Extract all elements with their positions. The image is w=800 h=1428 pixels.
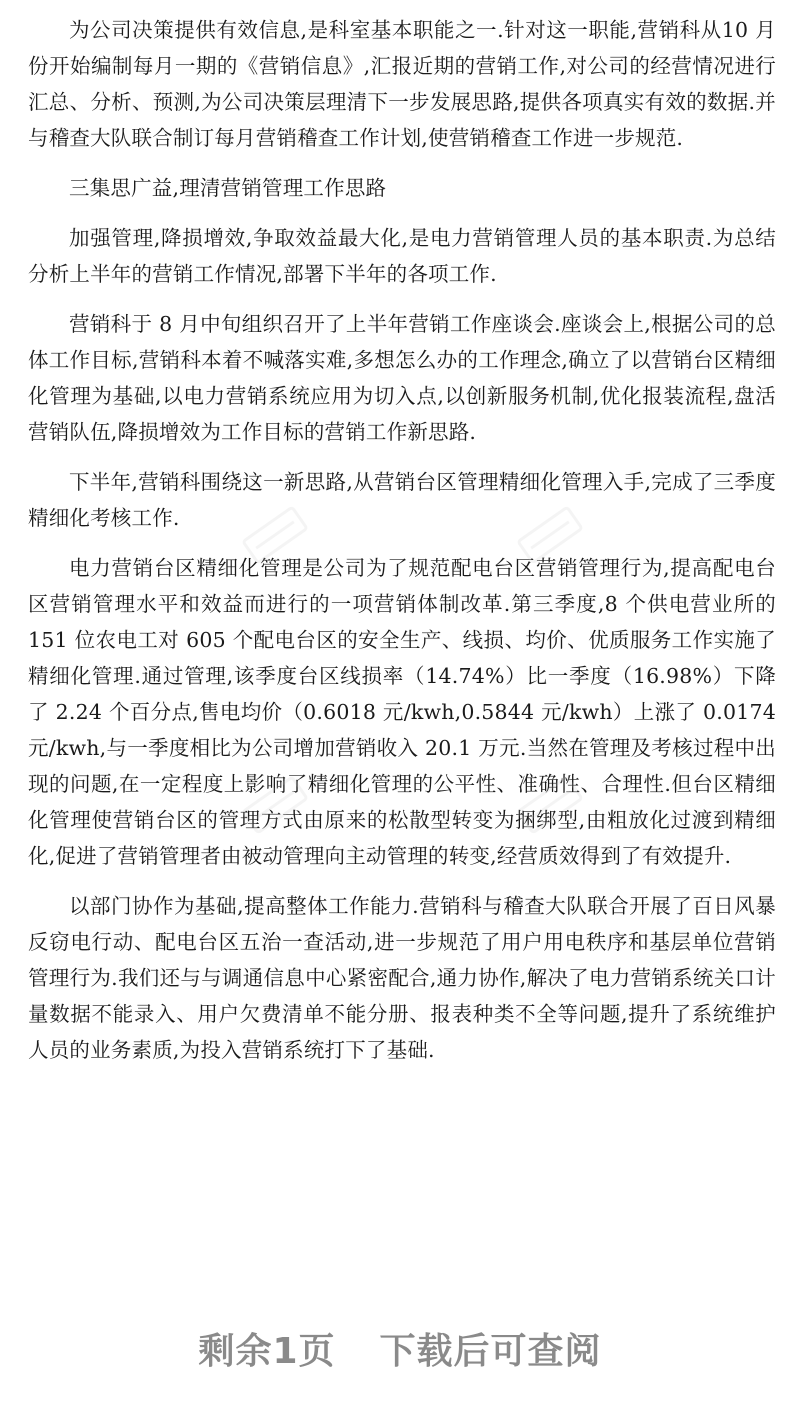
remaining-pages-label: 剩余1页 <box>198 1330 336 1372</box>
section-heading: 三集思广益,理清营销管理工作思路 <box>69 176 387 200</box>
download-prompt-label[interactable]: 下载后可查阅 <box>379 1330 602 1372</box>
paragraph-department-cooperation: 以部门协作为基础,提高整体工作能力.营销科与稽查大队联合开展了百日风暴反窃电行动、配电台区五治一查活动,进一步规范了用户用电秩序和基层单位营销管理行为.我们还与与调通信息中心紧密配合,通力协作,解决了电力营销系统关口计量数据不能录入、用户欠费清单不能分册、报表种类不全等问题,提升了系统维护人员的业务素质,为投入营销系统打下了基础. <box>28 894 776 1062</box>
paragraph-refined-management: 电力营销台区精细化管理是公司为了规范配电台区营销管理行为,提高配电台区营销管理水平和效益而进行的一项营销体制改革.第三季度,8 个供电营业所的 151 位农电工对 605 个配电台区的安全生产、线损、均价、优质服务工作实施了精细化管理.通过管理,该季度台区线损率（14.74%）比一季度（16.98%）下降了 2.24 个百分点,售电均价（0.6018 元/kwh,0.5844 元/kwh）上涨了 0.0174 元/kwh,与一季度相比为公司增加营销收入 20.1 万元.当然在管理及考核过程中出现的问题,在一定程度上影响了精细化管理的公平性、准确性、合理性.但台区精细化管理使营销台区的管理方式由原来的松散型转变为捆绑型,由粗放化过渡到精细化,促进了营销管理者由被动管理向主动管理的转变,经营质效得到了有效提升. <box>28 556 776 868</box>
paragraph-decision-info: 为公司决策提供有效信息,是科室基本职能之一.针对这一职能,营销科从10 月份开始编制每月一期的《营销信息》,汇报近期的营销工作,对公司的经营情况进行汇总、分析、预测,为公司决策层理清下一步发展思路,提供各项真实有效的数据.并与稽查大队联合制订每月营销稽查工作计划,使营销稽查工作进一步规范. <box>28 18 776 150</box>
document-body <box>28 12 776 1082</box>
paragraph-meeting: 营销科于 8 月中旬组织召开了上半年营销工作座谈会.座谈会上,根据公司的总体工作目标,营销科本着不喊落实难,多想怎么办的工作理念,确立了以营销台区精细化管理为基础,以电力营销系统应用为切入点,以创新服务机制,优化报装流程,盘活营销队伍,降损增效为工作目标的营销工作新思路. <box>28 312 776 444</box>
paragraph-second-half: 下半年,营销科围绕这一新思路,从营销台区管理精细化管理入手,完成了三季度精细化考核工作. <box>28 470 776 530</box>
download-prompt-bar[interactable] <box>0 1318 800 1378</box>
paragraph-strengthen-management: 加强管理,降损增效,争取效益最大化,是电力营销管理人员的基本职责.为总结分析上半年的营销工作情况,部署下半年的各项工作. <box>28 226 776 286</box>
